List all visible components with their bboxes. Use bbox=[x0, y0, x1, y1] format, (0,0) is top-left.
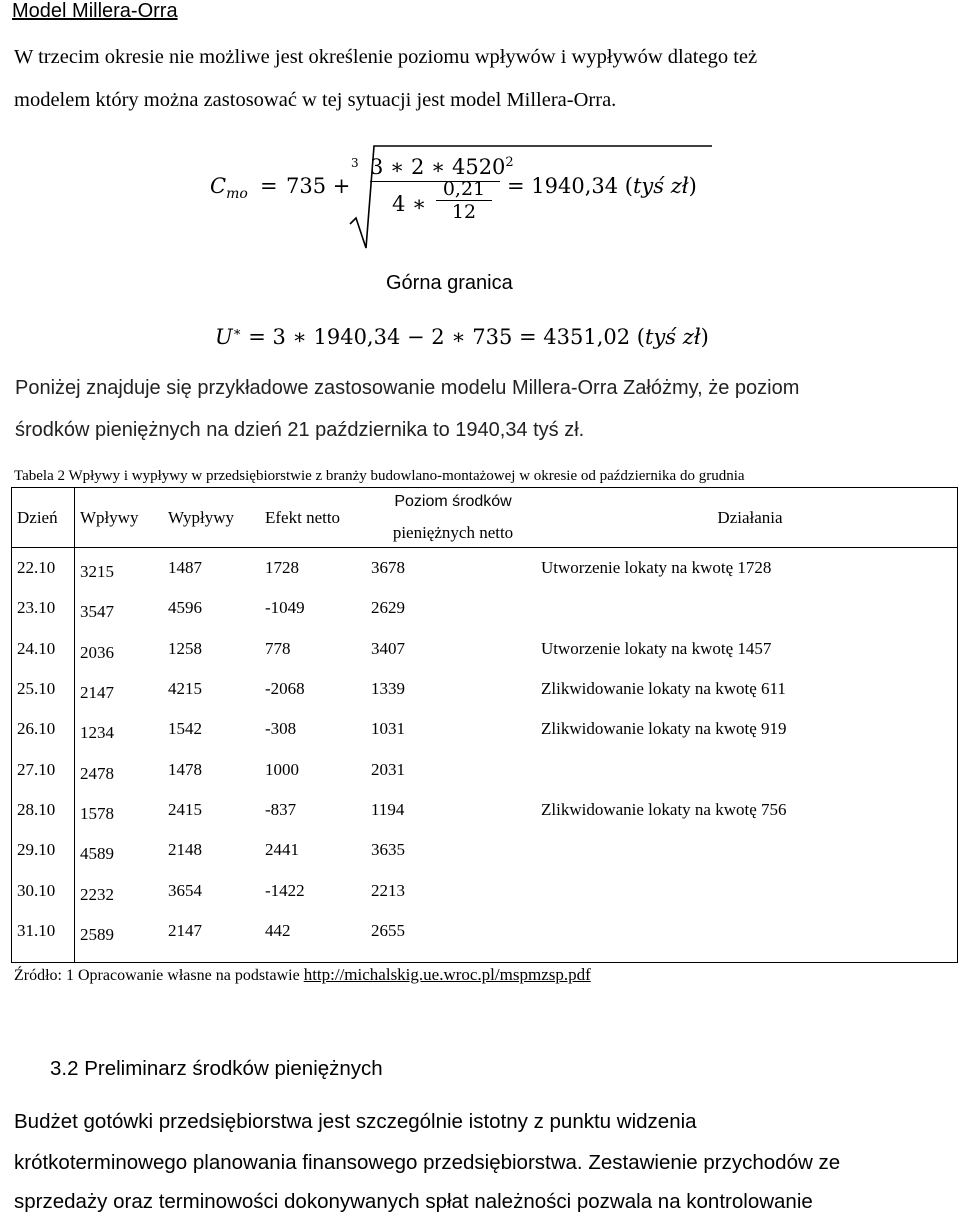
formula-upper-bound: U∗ = 3 ∗ 1940,34 − 2 ∗ 735 = 4351,02 (tyś zł) bbox=[215, 325, 709, 349]
table-row bbox=[11, 790, 959, 830]
cell-inflows bbox=[74, 629, 162, 669]
table-row bbox=[11, 911, 959, 951]
cell-net: -2068 bbox=[265, 679, 305, 699]
cell-level: 2629 bbox=[371, 598, 405, 618]
formula-cmo-root-index: 3 bbox=[351, 156, 359, 170]
cell-action: Zlikwidowanie lokaty na kwotę 919 bbox=[541, 719, 787, 739]
cell-net: 778 bbox=[265, 638, 291, 658]
cell-day: 22.10 bbox=[17, 558, 56, 578]
formula-cmo-result: = 1940,34 ( bbox=[507, 174, 633, 198]
formula-cmo-inner-den: 12 bbox=[451, 201, 477, 223]
cell-inflows-value: 2589 bbox=[80, 924, 114, 944]
header-actions: Działania bbox=[717, 507, 783, 527]
section-heading: 3.2 Preliminarz środków pieniężnych bbox=[50, 1057, 383, 1080]
cell-net: -1049 bbox=[265, 598, 305, 618]
cell-outflows: 2147 bbox=[168, 920, 202, 940]
paragraph-3-line-2: krótkoterminowego planowania finansowego przedsiębiorstwa. Zestawienie przychodów ze bbox=[14, 1151, 841, 1174]
cell-day: 27.10 bbox=[17, 759, 56, 779]
cell-day: 26.10 bbox=[17, 719, 56, 739]
cell-outflows: 2415 bbox=[168, 799, 202, 819]
table-column-divider bbox=[74, 487, 75, 963]
cell-level: 3678 bbox=[371, 558, 405, 578]
cell-net: 2441 bbox=[265, 840, 299, 860]
table-header-row bbox=[11, 487, 959, 548]
header-outflows: Wypływy bbox=[168, 507, 235, 527]
cell-day: 28.10 bbox=[17, 799, 56, 819]
paragraph-2-line-1: Poniżej znajduje się przykładowe zastosowanie modelu Millera-Orra Załóżmy, że poziom bbox=[15, 377, 800, 399]
cell-day: 25.10 bbox=[17, 679, 56, 699]
cell-inflows-value: 2478 bbox=[80, 763, 114, 783]
table-row bbox=[11, 629, 959, 669]
cell-inflows bbox=[74, 830, 162, 870]
cash-flow-table bbox=[11, 487, 959, 951]
cell-day: 30.10 bbox=[17, 880, 56, 900]
header-day: Dzień bbox=[17, 507, 58, 527]
cell-inflows bbox=[74, 911, 162, 951]
header-level: Poziom środków pieniężnych netto bbox=[392, 492, 514, 542]
cell-day: 23.10 bbox=[17, 598, 56, 618]
cell-net: 442 bbox=[265, 920, 291, 940]
paragraph-3-line-1: Budżet gotówki przedsiębiorstwa jest szczególnie istotny z punktu widzenia bbox=[14, 1110, 697, 1133]
cell-action: Utworzenie lokaty na kwotę 1728 bbox=[541, 558, 772, 578]
cell-outflows: 1542 bbox=[168, 719, 202, 739]
cell-inflows-value: 3547 bbox=[80, 602, 114, 622]
formula-cmo-term: 735 + bbox=[286, 174, 351, 198]
cell-inflows bbox=[74, 790, 162, 830]
cell-action bbox=[535, 830, 959, 870]
cell-day: 29.10 bbox=[17, 840, 56, 860]
formula-cmo-denom-left: 4 ∗ bbox=[392, 192, 427, 216]
intro-line-1: W trzecim okresie nie możliwe jest określenie poziomu wpływów i wypływów dlatego też bbox=[14, 46, 758, 68]
cell-inflows-value: 1578 bbox=[80, 803, 114, 823]
header-inflows: Wpływy bbox=[80, 507, 139, 527]
source-link[interactable]: http://michalskig.ue.wroc.pl/mspmzsp.pdf bbox=[303, 965, 591, 984]
paragraph-3-line-3: sprzedaży oraz terminowości dokonywanych spłat należności pozwala na kontrolowanie bbox=[14, 1190, 813, 1213]
cell-outflows: 4596 bbox=[168, 598, 202, 618]
source-prefix: Źródło: 1 Opracowanie własne na podstawie bbox=[14, 967, 304, 984]
table-row bbox=[11, 830, 959, 870]
cell-level: 2213 bbox=[371, 880, 405, 900]
cell-outflows: 1487 bbox=[168, 558, 202, 578]
formula-cmo-eq: = bbox=[260, 174, 278, 198]
cell-inflows-value: 2036 bbox=[80, 642, 114, 662]
table-row bbox=[11, 709, 959, 749]
cell-inflows bbox=[74, 588, 162, 628]
table-row bbox=[11, 669, 959, 709]
cell-inflows-value: 3215 bbox=[80, 562, 114, 582]
table-row bbox=[11, 548, 959, 588]
cell-day: 31.10 bbox=[17, 920, 56, 940]
cell-inflows bbox=[74, 749, 162, 789]
header-net: Efekt netto bbox=[265, 507, 341, 527]
cell-action bbox=[535, 911, 959, 951]
table-row bbox=[11, 870, 959, 910]
cell-level: 1031 bbox=[371, 719, 405, 739]
cell-level: 3407 bbox=[371, 638, 405, 658]
cell-inflows bbox=[74, 669, 162, 709]
cell-net: 1728 bbox=[265, 558, 299, 578]
cell-net: -1422 bbox=[265, 880, 305, 900]
cell-action: Utworzenie lokaty na kwotę 1457 bbox=[541, 638, 772, 658]
table-source bbox=[14, 965, 591, 985]
formula-cmo-lhs: C bbox=[210, 174, 227, 198]
cell-action: Zlikwidowanie lokaty na kwotę 756 bbox=[541, 799, 787, 819]
formula-cmo-numerator: 3 ∗ 2 ∗ 4520$^2$ bbox=[370, 155, 514, 179]
formula-cmo: $C_{mo}$ = 735 + 3 3 ∗ 2 ∗ 4520$^2$ 4 ∗ 0,21 12 = 1940,34 (tyś zł) bbox=[210, 140, 810, 250]
cell-outflows: 2148 bbox=[168, 840, 202, 860]
table-header-divider bbox=[11, 547, 958, 548]
cell-outflows: 1478 bbox=[168, 759, 202, 779]
paragraph-2-line-2: środków pieniężnych na dzień 21 października to 1940,34 tyś zł. bbox=[15, 419, 585, 441]
cell-net: 1000 bbox=[265, 759, 299, 779]
cell-day: 24.10 bbox=[17, 638, 56, 658]
intro-line-2: modelem który można zastosować w tej sytuacji jest model Millera-Orra. bbox=[14, 89, 617, 111]
cell-inflows bbox=[74, 709, 162, 749]
cell-action bbox=[535, 870, 959, 910]
table-row bbox=[11, 749, 959, 789]
upper-bound-heading: Górna granica bbox=[386, 272, 513, 294]
cell-inflows-value: 4589 bbox=[80, 844, 114, 864]
formula-cmo-sub: mo bbox=[226, 186, 248, 203]
cell-inflows-value: 1234 bbox=[80, 723, 114, 743]
cell-action bbox=[535, 749, 959, 789]
cell-outflows: 3654 bbox=[168, 880, 202, 900]
cell-level: 2655 bbox=[371, 920, 405, 940]
table-caption: Tabela 2 Wpływy i wypływy w przedsiębiorstwie z branży budowlano-montażowej w okresie od października do grudnia bbox=[14, 468, 745, 484]
page-title: Model Millera-Orra bbox=[12, 0, 178, 22]
cell-net: -308 bbox=[265, 719, 297, 739]
cell-level: 2031 bbox=[371, 759, 405, 779]
cell-inflows bbox=[74, 548, 162, 588]
formula-cmo-inner-num: 0,21 bbox=[442, 178, 486, 200]
cell-outflows: 4215 bbox=[168, 679, 202, 699]
table-row bbox=[11, 588, 959, 628]
cell-inflows bbox=[74, 870, 162, 910]
cell-inflows-value: 2232 bbox=[80, 884, 114, 904]
cell-inflows-value: 2147 bbox=[80, 683, 114, 703]
cell-action bbox=[535, 588, 959, 628]
cell-action: Zlikwidowanie lokaty na kwotę 611 bbox=[541, 679, 786, 699]
cell-net: -837 bbox=[265, 799, 297, 819]
cell-level: 1194 bbox=[371, 799, 405, 819]
cell-level: 1339 bbox=[371, 679, 405, 699]
cell-outflows: 1258 bbox=[168, 638, 202, 658]
cell-level: 3635 bbox=[371, 840, 405, 860]
formula-cmo-unit: tyś zł bbox=[632, 174, 689, 198]
